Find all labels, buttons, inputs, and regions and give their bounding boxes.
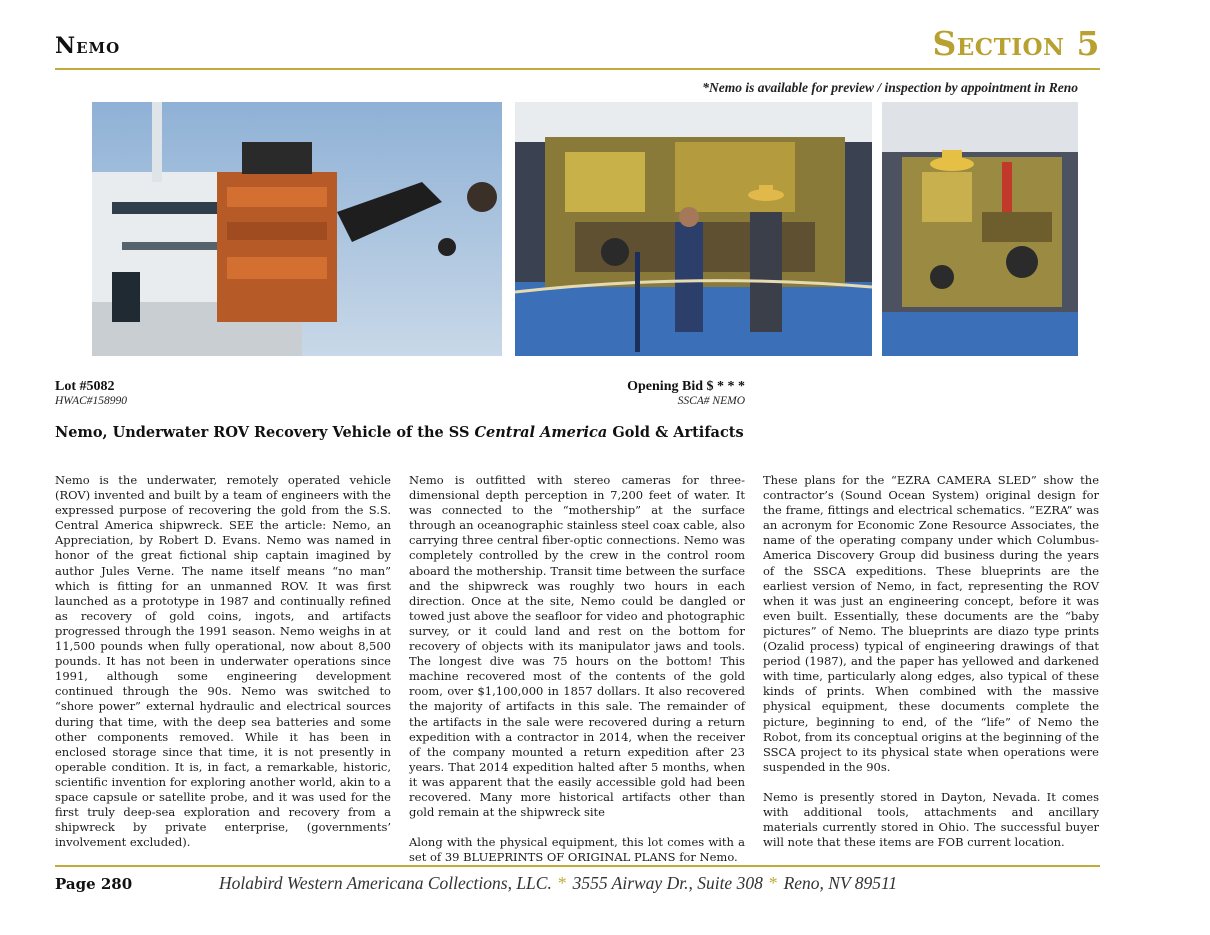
photo-rov-on-ship — [92, 102, 502, 356]
paragraph: These plans for the “EZRA CAMERA SLED” show the contractor’s (Sound Ocean System) original design for the frame, fittings and electrical schematics. “EZRA” was an acronym for Economic Zone Resource Associates, the name of the operating company under which Columbus-America Discovery Group did business during the years of the SSCA expeditions. These blueprints are the earliest version of Nemo, in fact, representing the ROV when it was just an engineering concept, before it was even built. Essentially, these documents are the “baby pictures” of Nemo. The blueprints are diazo type prints (Ozalid process) typical of engineering drawings of that period (1987), and the paper has yellowed and darkened with time, particularly along edges, also typical of these kinds of prints. When combined with the massive physical equipment, these documents complete the picture, beginning to end, of the “life” of Nemo the Robot, from its conceptual origins at the beginning of the SSCA project to its physical state when operations were suspended in the 90s. — [763, 473, 1100, 774]
headline-italic: Central America — [474, 424, 608, 441]
paragraph: Along with the physical equipment, this lot comes with a set of 39 BLUEPRINTS OF ORIGINAL PLANS for Nemo. — [409, 835, 745, 865]
photo-rov-closeup — [882, 102, 1078, 356]
section-label: Section 5 — [932, 24, 1100, 63]
paragraph: Nemo is the underwater, remotely operated vehicle (ROV) invented and built by a team of engineers with the expressed purpose of recovering the gold from the S.S. Central America shipwreck. SEE the article: Nemo, an Appreciation, by Robert D. Evans. Nemo was named in honor of the great fictional ship captain imagined by author Jules Verne. The name itself means “no man” which is fitting for an unmanned ROV. It was first launched as a prototype in 1987 and continually refined as recovery of gold coins, ingots, and artifacts progressed through the 1991 season. Nemo weighs in at 11,500 pounds when fully operational, now about 8,500 pounds. It has not been in underwater operations since 1991, although some engineering development continued through the 90s. Nemo was switched to “shore power” external hydraulic and electrical sources during that time, with the deep sea batteries and some other components removed. While it has been in enclosed storage since that time, it is not presently in operable condition. It is, in fact, a remarkable, historic, scientific invention for exploring another world, akin to a space capsule or satellite probe, and it was used for the first truly deep-sea exploration and recovery from a shipwreck by private enterprise, (governments’ involvement excluded). — [55, 473, 391, 850]
photo-rov-exhibit — [515, 102, 872, 356]
footer-separator: * — [768, 873, 778, 893]
header-rule — [55, 68, 1100, 70]
footer-address — [219, 873, 897, 894]
footer-city: Reno, NV 89511 — [783, 873, 898, 893]
lot-headline — [55, 424, 744, 441]
lot-number: Lot #5082 — [55, 379, 115, 394]
body-column-2 — [409, 473, 745, 880]
footer-company: Holabird Western Americana Collections, LLC. — [219, 873, 552, 893]
hwac-number: HWAC#158990 — [55, 395, 128, 407]
preview-note: *Nemo is available for preview / inspection by appointment in Reno — [702, 80, 1078, 95]
body-column-1 — [55, 473, 391, 865]
page-title: Nemo — [55, 33, 121, 59]
footer-separator: * — [557, 873, 567, 893]
headline-part-1: Nemo, Underwater ROV Recovery Vehicle of the SS — [55, 424, 475, 441]
body-column-3 — [763, 473, 1099, 865]
headline-part-2: Gold & Artifacts — [607, 424, 744, 441]
paragraph: Nemo is outfitted with stereo cameras for three-dimensional depth perception in 7,200 feet of water. It was connected to the “mothership” at the surface through an oceanographic stainless steel coax cable, also carrying three central fiber-optic connections. Nemo was completely controlled by the crew in the control room aboard the mothership. Transit time between the surface and the shipwreck was roughly two hours in each direction. Once at the site, Nemo could be dangled or towed just above the seafloor for video and photographic survey, or it could land and rest on the bottom for recovery of objects with its manipulator jaws and tools. The longest dive was 75 hours on the bottom! This machine recovered most of the contents of the gold room, over $1,100,000 in 1857 dollars. It also recovered the majority of artifacts in this sale. The remainder of the artifacts in the sale were recovered during a return expedition with a contractor in 2014, when the receiver of the company mounted a return expedition after 23 years. That 2014 expedition halted after 5 months, when it was apparent that the easily accessible gold had been recovered. Many more historical artifacts other than gold remain at the shipwreck site — [409, 473, 745, 820]
footer-street: 3555 Airway Dr., Suite 308 — [572, 873, 763, 893]
page-number: Page 280 — [55, 875, 133, 893]
opening-bid: Opening Bid $ * * * — [627, 379, 745, 394]
paragraph: Nemo is presently stored in Dayton, Nevada. It comes with additional tools, attachments and ancillary materials currently stored in Ohio. The successful buyer will note that these items are FOB current location. — [763, 789, 1099, 850]
ssca-number: SSCA# NEMO — [677, 395, 745, 407]
footer-rule — [55, 865, 1100, 867]
